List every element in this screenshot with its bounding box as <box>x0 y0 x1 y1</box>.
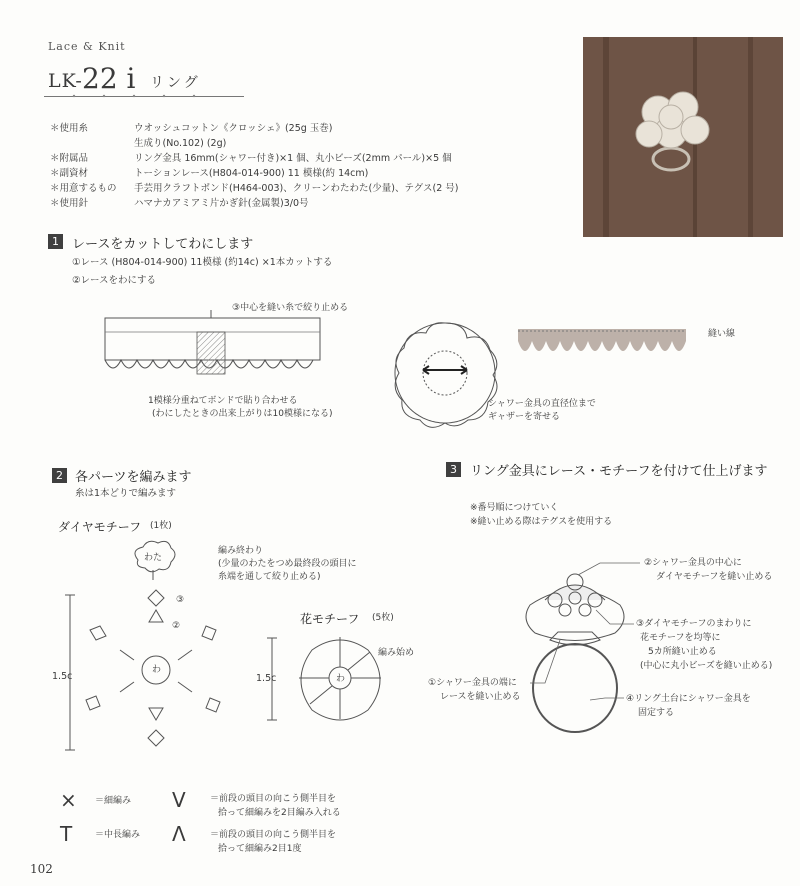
center-stitch-label: ③中心を縫い糸で絞り止める <box>232 303 349 313</box>
section-number-3: 3 <box>446 462 461 477</box>
material-value: トーションレース(H804-014-900) 11 模様(約 14cm) <box>134 168 369 179</box>
half-double-label: ＝中長編み <box>95 830 141 840</box>
decrease-symbol: Λ <box>172 822 186 846</box>
step-3-note: 花モチーフを均等に <box>640 633 721 643</box>
section-number-2: 2 <box>52 468 67 483</box>
diamond-motif-title: ダイヤモチーフ <box>58 520 142 534</box>
material-value: リング金具 16mm(シャワー付き)×1 個、丸小ビーズ(2mm パール)×5 個 <box>134 153 452 164</box>
step-3-note: 5カ所縫い止める <box>648 647 717 657</box>
material-label: ＊用意するもの <box>50 183 117 194</box>
step-1-label: ①シャワー金具の端に <box>428 678 517 688</box>
single-crochet-symbol: × <box>60 788 77 812</box>
overlap-note: (わにしたときの出来上がりは10模様になる) <box>152 409 333 419</box>
material-label: ＊附属品 <box>50 153 89 164</box>
material-value: 生成り(No.102) (2g) <box>134 138 227 149</box>
material-value: 手芸用クラフトボンド(H464-003)、クリーンわたわた(少量)、テグス(2 号) <box>134 183 459 194</box>
section2-note: 糸は1本どりで編みます <box>75 488 177 499</box>
section1-step: ②レースをわにする <box>72 275 157 286</box>
step-2-label: ②シャワー金具の中心に <box>644 558 742 568</box>
single-crochet-label: ＝細編み <box>95 796 132 806</box>
material-label: ＊副資材 <box>50 168 89 179</box>
item-title: リング <box>150 75 201 91</box>
half-double-symbol: T <box>60 822 73 846</box>
increase-symbol: V <box>172 788 186 812</box>
diamond-size-label: 1.5c <box>52 671 73 682</box>
step-4-label: ④リング土台にシャワー金具を <box>626 694 751 704</box>
section-title-2: 各パーツを編みます <box>75 470 192 485</box>
step-1-note: レースを縫い止める <box>440 692 521 702</box>
row-2-label: ② <box>172 621 181 631</box>
section1-step: ①レース (H804-014-900) 11模様 (約14c) ×1本カットする <box>72 257 333 268</box>
page-number: 102 <box>30 862 53 876</box>
section-title-1: レースをカットしてわにします <box>72 237 254 252</box>
increase-note: 拾って細編みを2目編み入れる <box>218 808 341 818</box>
section3-note: ※縫い止める際はテグスを使用する <box>470 517 613 527</box>
finish-note: (少量のわたをつめ最終段の頭目に <box>218 559 357 569</box>
step-2-note: ダイヤモチーフを縫い止める <box>656 572 773 582</box>
step-3-note: (中心に丸小ビーズを縫い止める) <box>640 661 773 671</box>
cotton-label: わた <box>144 553 163 563</box>
step-4-note: 固定する <box>638 708 675 718</box>
decrease-label: ＝前段の頭目の向こう側半目を <box>210 830 337 840</box>
item-code-prefix: LK- <box>48 70 83 92</box>
ring-mark-label: わ <box>152 665 162 675</box>
flower-motif-title: 花モチーフ <box>300 612 360 626</box>
material-label: ＊使用針 <box>50 198 89 209</box>
step-3-label: ③ダイヤモチーフのまわりに <box>636 619 752 629</box>
finish-note: 糸端を通して絞り止める) <box>218 572 321 582</box>
finish-label: 編み終わり <box>218 546 264 556</box>
row-3-label: ③ <box>176 595 185 605</box>
chain-start-label: 編み始め <box>378 648 415 658</box>
flower-size-label: 1.5c <box>256 673 277 684</box>
material-value: ハマナカアミアミ片かぎ針(金属製)3/0号 <box>134 198 309 209</box>
section-title-3: リング金具にレース・モチーフを付けて仕上げます <box>470 464 768 479</box>
seam-label: 縫い線 <box>708 329 736 339</box>
diamond-motif-count: (1枚) <box>150 521 172 531</box>
gather-label: シャワー金具の直径位まで <box>488 399 596 409</box>
item-code-number: 22 i <box>82 62 136 95</box>
increase-label: ＝前段の頭目の向こう側半目を <box>210 794 337 804</box>
gather-label: ギャザーを寄せる <box>488 412 561 422</box>
overlap-label: 1模様分重ねてボンドで貼り合わせる <box>148 396 298 406</box>
material-value: ウオッシュコットン《クロッシェ》(25g 玉巻) <box>134 123 333 134</box>
flower-ring-mark: わ <box>336 674 346 684</box>
decrease-note: 拾って細編み2目1度 <box>218 844 302 854</box>
material-label: ＊使用糸 <box>50 123 89 134</box>
flower-motif-count: (5枚) <box>372 613 394 623</box>
brand-label: Lace & Knit <box>48 40 126 53</box>
section-number-1: 1 <box>48 234 63 249</box>
section3-note: ※番号順につけていく <box>470 503 559 513</box>
